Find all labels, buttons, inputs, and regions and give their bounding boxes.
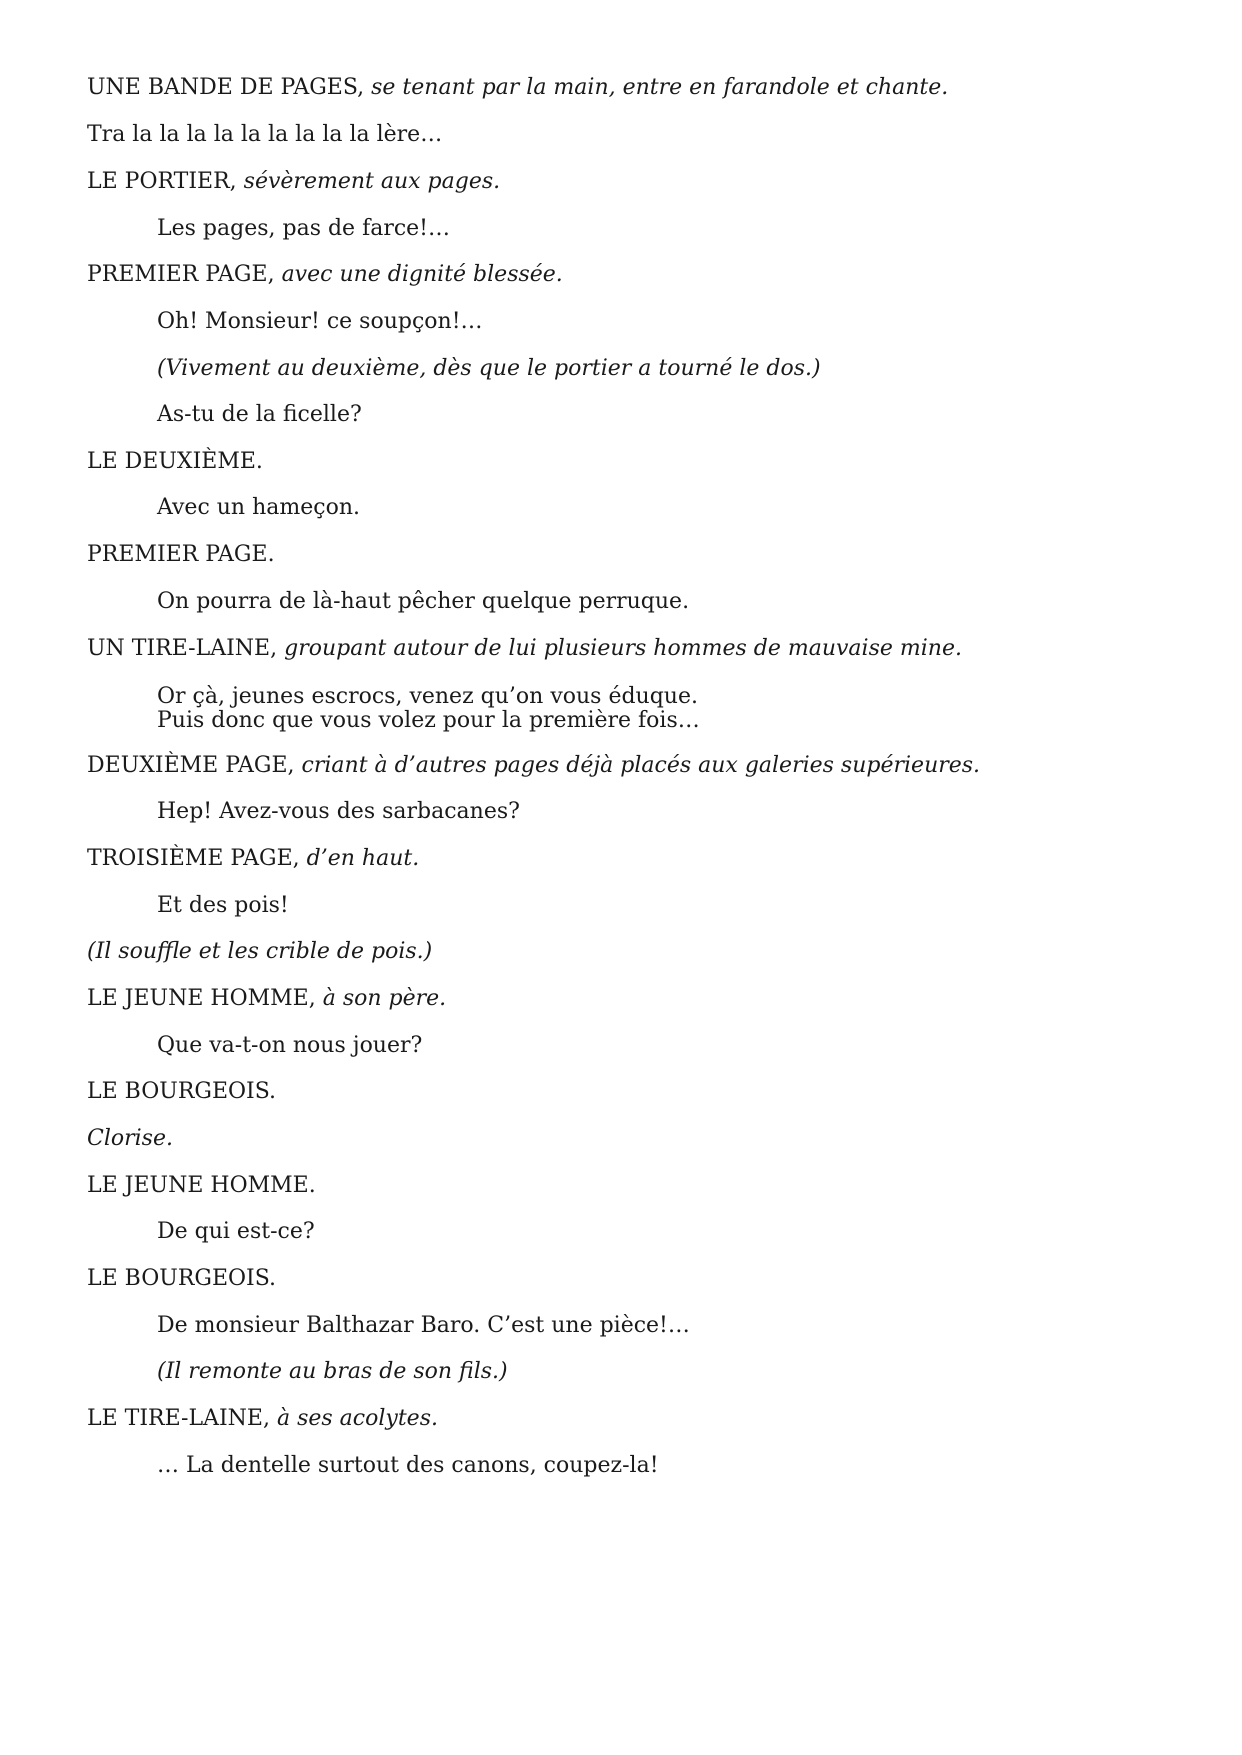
speaker-name: LE TIRE-LAINE, bbox=[87, 1406, 270, 1431]
dialogue-line: Avec un hameçon. bbox=[157, 495, 360, 520]
stage-direction: sévèrement aux pages. bbox=[243, 169, 501, 194]
verse-line: Or çà, jeunes escrocs, venez qu’on vous éduque. bbox=[157, 684, 698, 709]
speaker-line bbox=[87, 449, 263, 475]
speaker-name: PREMIER PAGE, bbox=[87, 262, 275, 287]
speaker-line bbox=[87, 1266, 276, 1292]
dialogue-line: On pourra de là-haut pêcher quelque perruque. bbox=[157, 589, 690, 614]
stage-direction: d’en haut. bbox=[306, 846, 420, 871]
speaker-line bbox=[87, 1079, 276, 1105]
speaker-name: DEUXIÈME PAGE, bbox=[87, 753, 295, 778]
dialogue-line: Oh! Monsieur! ce soupçon!… bbox=[157, 309, 483, 334]
stage-direction: se tenant par la main, entre en farandole et chante. bbox=[371, 75, 949, 100]
speaker-line bbox=[87, 636, 962, 662]
dialogue-line: Les pages, pas de farce!… bbox=[157, 216, 451, 241]
speaker-name: PREMIER PAGE. bbox=[87, 542, 275, 567]
stage-direction-line: (Il souffle et les crible de pois.) bbox=[87, 939, 433, 964]
stage-direction: avec une dignité blessée. bbox=[281, 262, 563, 287]
stage-direction: à ses acolytes. bbox=[276, 1406, 438, 1431]
speaker-line bbox=[87, 542, 275, 568]
dialogue-line: Clorise. bbox=[87, 1126, 173, 1151]
speaker-line bbox=[87, 1406, 438, 1432]
speaker-name: LE JEUNE HOMME. bbox=[87, 1173, 316, 1198]
stage-direction: groupant autour de lui plusieurs hommes de mauvaise mine. bbox=[284, 636, 962, 661]
speaker-name: LE JEUNE HOMME, bbox=[87, 986, 316, 1011]
stage-direction-line: (Il remonte au bras de son fils.) bbox=[157, 1359, 508, 1384]
speaker-line bbox=[87, 75, 948, 101]
speaker-name: UNE BANDE DE PAGES, bbox=[87, 75, 365, 100]
verse-line: Puis donc que vous volez pour la première fois… bbox=[157, 708, 700, 733]
dialogue-line: … La dentelle surtout des canons, coupez-la! bbox=[157, 1453, 659, 1478]
speaker-name: LE BOURGEOIS. bbox=[87, 1079, 277, 1104]
dialogue-line: Que va-t-on nous jouer? bbox=[157, 1033, 423, 1058]
speaker-line bbox=[87, 846, 419, 872]
song-line: Tra la la la la la la la la la lère… bbox=[87, 122, 443, 147]
speaker-name: LE BOURGEOIS. bbox=[87, 1266, 277, 1291]
dialogue-line: Et des pois! bbox=[157, 893, 289, 918]
speaker-line bbox=[87, 753, 980, 779]
stage-direction: criant à d’autres pages déjà placés aux galeries supérieures. bbox=[301, 753, 981, 778]
dialogue-line: De qui est-ce? bbox=[157, 1219, 315, 1244]
speaker-line bbox=[87, 262, 563, 288]
dialogue-line: As-tu de la ficelle? bbox=[157, 402, 362, 427]
stage-direction: à son père. bbox=[322, 986, 447, 1011]
dialogue-line: De monsieur Balthazar Baro. C’est une pièce!… bbox=[157, 1313, 690, 1338]
speaker-line bbox=[87, 169, 500, 195]
speaker-name: TROISIÈME PAGE, bbox=[87, 846, 300, 871]
speaker-name: LE DEUXIÈME. bbox=[87, 449, 263, 474]
dialogue-line: Hep! Avez-vous des sarbacanes? bbox=[157, 799, 520, 824]
speaker-line bbox=[87, 1173, 316, 1199]
speaker-name: UN TIRE-LAINE, bbox=[87, 636, 278, 661]
speaker-name: LE PORTIER, bbox=[87, 169, 237, 194]
speaker-line bbox=[87, 986, 446, 1012]
stage-direction-line: (Vivement au deuxième, dès que le portier a tourné le dos.) bbox=[157, 356, 821, 381]
